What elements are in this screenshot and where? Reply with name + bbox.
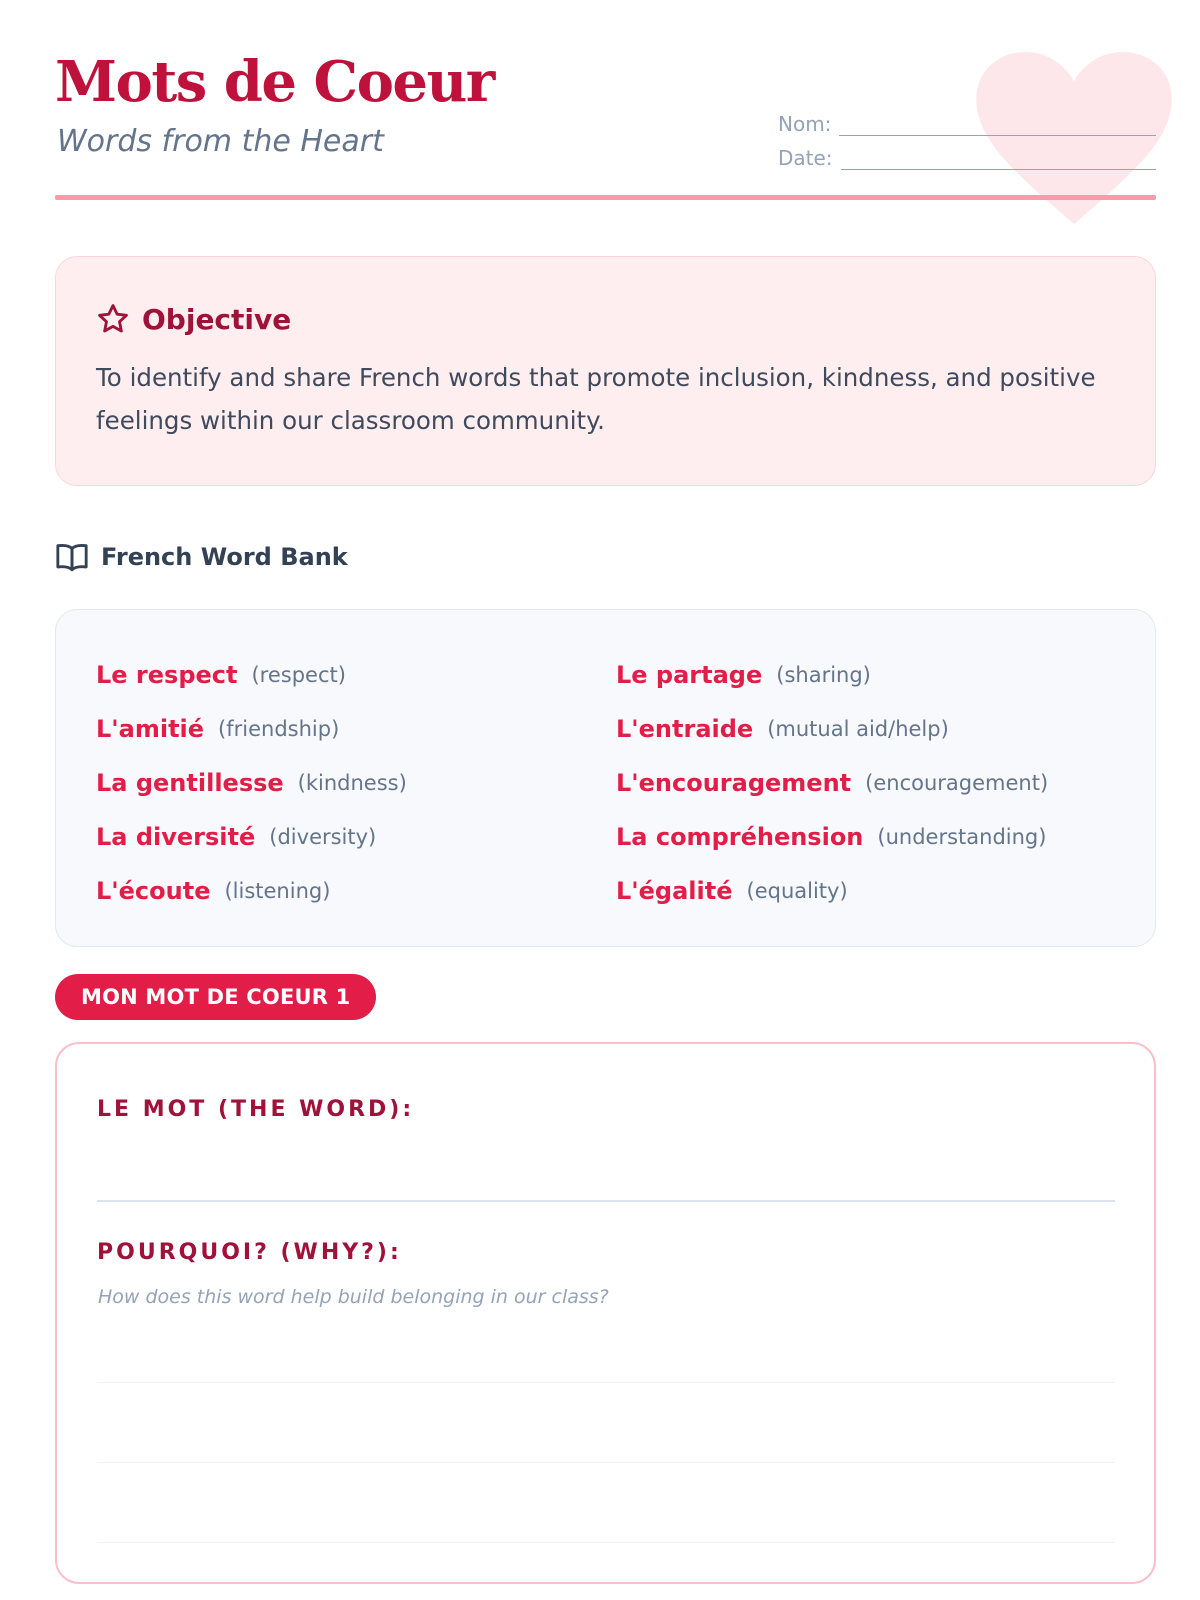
name-field[interactable]	[839, 113, 1156, 136]
date-field[interactable]	[841, 147, 1156, 170]
why-hint: How does this word help build belonging in our class?	[98, 1286, 609, 1308]
word-french: La gentillesse	[96, 769, 284, 797]
word-english: (sharing)	[776, 663, 871, 687]
page-title: Mots de Coeur	[55, 49, 494, 115]
word-english: (diversity)	[269, 825, 377, 849]
objective-header	[96, 302, 1115, 336]
page-subtitle: Words from the Heart	[57, 124, 384, 159]
word-french: Le respect	[96, 661, 238, 689]
word-french: La compréhension	[616, 823, 864, 851]
why-answer-line[interactable]	[97, 1462, 1115, 1463]
word-item	[96, 648, 616, 702]
date-row	[778, 136, 1156, 170]
header-divider	[55, 195, 1156, 200]
word-item	[616, 702, 1096, 756]
word-bank-grid	[96, 648, 1115, 918]
word-item	[96, 810, 616, 864]
word-item	[96, 756, 616, 810]
word-item	[96, 864, 616, 918]
book-open-icon	[55, 541, 89, 573]
word-french: L'entraide	[616, 715, 754, 743]
word-english: (friendship)	[218, 717, 340, 741]
word-bank-box	[55, 609, 1156, 947]
word-bank-header	[55, 541, 348, 573]
word-item	[616, 756, 1096, 810]
word-item	[616, 810, 1096, 864]
date-label: Date:	[778, 146, 833, 170]
word-english: (listening)	[224, 879, 331, 903]
star-icon	[96, 302, 130, 336]
name-label: Nom:	[778, 112, 832, 136]
word-english: (equality)	[746, 879, 848, 903]
word-field-label: LE MOT (THE WORD):	[97, 1097, 415, 1122]
word-english: (understanding)	[877, 825, 1047, 849]
objective-box	[55, 256, 1156, 486]
objective-text: To identify and share French words that promote inclusion, kindness, and positive feelings within our classroom community.	[96, 363, 1096, 435]
word-bank-title: French Word Bank	[101, 543, 348, 571]
objective-title: Objective	[142, 302, 292, 336]
why-answer-line[interactable]	[97, 1542, 1115, 1543]
word-french: L'encouragement	[616, 769, 852, 797]
word-french: L'amitié	[96, 715, 205, 743]
student-info	[778, 102, 1156, 170]
why-field-label: POURQUOI? (WHY?):	[97, 1240, 402, 1265]
word-french: Le partage	[616, 661, 763, 689]
word-english: (encouragement)	[865, 771, 1049, 795]
section-badge: MON MOT DE COEUR 1	[55, 974, 376, 1020]
word-french: La diversité	[96, 823, 256, 851]
word-english: (kindness)	[297, 771, 407, 795]
response-card	[55, 1042, 1156, 1584]
word-english: (respect)	[251, 663, 346, 687]
word-french: L'égalité	[616, 877, 733, 905]
why-answer-line[interactable]	[97, 1382, 1115, 1383]
word-item	[616, 864, 1096, 918]
name-row	[778, 102, 1156, 136]
word-item	[616, 648, 1096, 702]
word-item	[96, 702, 616, 756]
word-french: L'écoute	[96, 877, 211, 905]
word-english: (mutual aid/help)	[767, 717, 949, 741]
word-answer-line[interactable]	[97, 1200, 1115, 1202]
